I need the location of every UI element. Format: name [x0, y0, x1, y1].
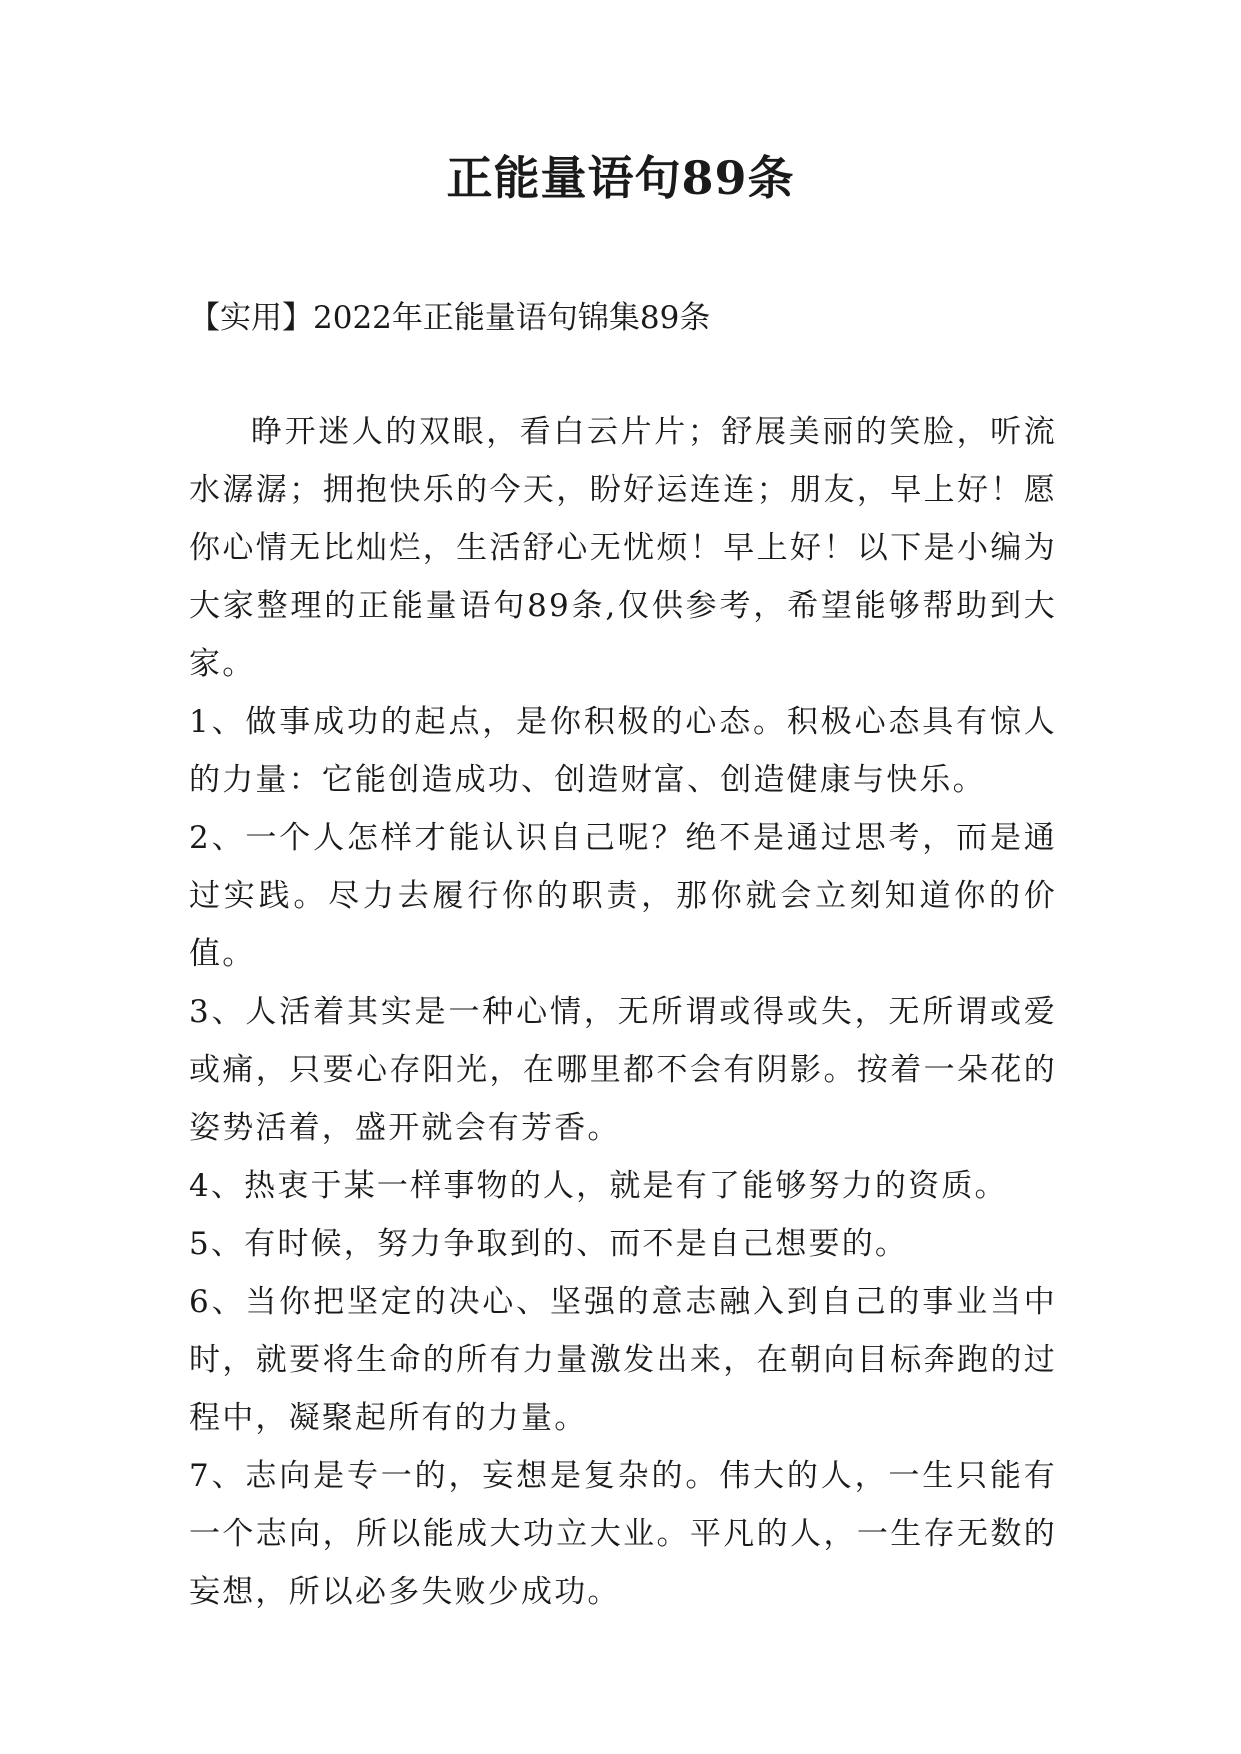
list-item: 1、做事成功的起点，是你积极的心态。积极心态具有惊人的力量：它能创造成功、创造财富、创造健康与快乐。 — [189, 704, 1057, 798]
document-body — [189, 403, 1057, 1621]
document-subtitle: 【实用】2022年正能量语句锦集89条 — [189, 300, 711, 336]
list-item: 3、人活着其实是一种心情，无所谓或得或失，无所谓或爱或痛，只要心存阳光，在哪里都不会有阴影。按着一朵花的姿势活着，盛开就会有芳香。 — [189, 994, 1057, 1146]
list-item: 5、有时候，努力争取到的、而不是自己想要的。 — [189, 1226, 909, 1262]
document-title: 正能量语句89条 — [446, 151, 795, 205]
list-item: 7、志向是专一的，妄想是复杂的。伟大的人，一生只能有一个志向，所以能成大功立大业。平凡的人，一生存无数的妄想，所以必多失败少成功。 — [189, 1458, 1057, 1610]
list-item: 6、当你把坚定的决心、坚强的意志融入到自己的事业当中时，就要将生命的所有力量激发出来，在朝向目标奔跑的过程中，凝聚起所有的力量。 — [189, 1284, 1057, 1436]
intro-paragraph: 睁开迷人的双眼，看白云片片；舒展美丽的笑脸，听流水潺潺；拥抱快乐的今天，盼好运连连；朋友，早上好！愿你心情无比灿烂，生活舒心无忧烦！早上好！以下是小编为大家整理的正能量语句89条,仅供参考，希望能够帮助到大家。 — [189, 414, 1057, 682]
list-item: 2、一个人怎样才能认识自己呢？绝不是通过思考，而是通过实践。尽力去履行你的职责，那你就会立刻知道你的价值。 — [189, 820, 1057, 972]
list-item: 4、热衷于某一样事物的人，就是有了能够努力的资质。 — [189, 1168, 1008, 1204]
